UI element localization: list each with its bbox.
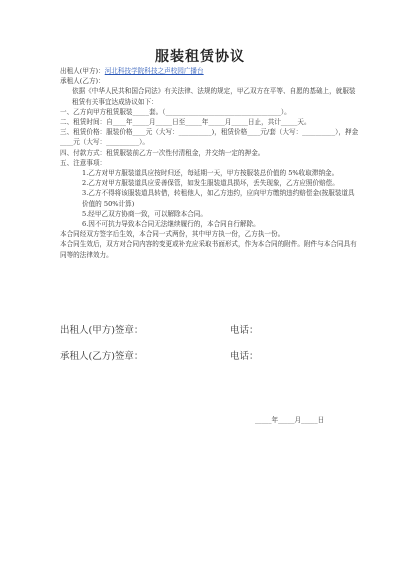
signing-date: _____年_____月_____日 (255, 416, 325, 424)
lessor-signature-label: 出租人(甲方)签章： (60, 325, 144, 336)
note-4: 5.经甲乙双方协商一致，可以解除本合同。 (82, 209, 207, 218)
lessee-signature-label: 承租人(乙方)签章： (60, 351, 144, 362)
closing-1: 本合同经双方签字后生效，本合同一式两份，其中甲方执一份，乙方执一份。 (60, 230, 285, 239)
lessee-line: 承租人(乙方)： (60, 77, 105, 86)
lessee-signature-row (60, 348, 259, 362)
lessor-phone-label: 电话： (230, 325, 259, 336)
lessor-name: 河北科技学院科技之声校园广播台 (104, 67, 204, 75)
closing-2: 本合同生效后，双方对合同内容的变更或补充应采取书面形式，作为本合同的附件。附件与本合同具有同等的法律效力。 (60, 240, 357, 259)
lessor-signature-row (60, 322, 259, 336)
lessor-line (60, 66, 360, 76)
clause-1: 一、乙方向甲方租赁服装_____套。（___________________________________）。 (60, 107, 291, 116)
note-3: 3.乙方不得将该服装道具转借，转租他人，如乙方违约，应向甲方缴纳违约赔偿金(按服装道具价值的 50%计算) (82, 189, 355, 208)
note-1: 1.乙方对甲方服装道具应按时归还，每延期一天，甲方按服装总价值的 5%收取滞纳金。 (82, 169, 339, 178)
lessee-phone-label: 电话： (230, 351, 259, 362)
clause-5-heading: 五、注意事项： (60, 158, 107, 167)
lessor-label: 出租人(甲方)： (60, 67, 105, 75)
document-body (60, 66, 360, 260)
clause-3: 三、租赁价格：服装价格____元（大写：__________)，租赁价格____元/套（大写：__________），押金____元（大写：__________）。 (60, 128, 359, 147)
document-title: 服装租赁协议 (155, 49, 245, 65)
intro-paragraph: 依据《中华人民共和国合同法》有关法律、法规的规定，甲乙双方在平等、自愿的基础上，就服装租赁有关事宜达成协议如下： (72, 87, 356, 106)
clause-2: 二、租赁时间：自____年_____月_____日至_____年_____月_____日止，共计_____天。 (60, 118, 311, 127)
note-5: 6.因不可抗力导致本合同无法继续履行的，本合同自行解除。 (82, 220, 260, 229)
clause-4: 四、付款方式：租赁服装前乙方一次性付清租金，并交纳一定的押金。 (60, 148, 265, 157)
note-2: 2.乙方对甲方服装道具应妥善保管，如发生服装道具损坏，丢失现象，乙方应照价赔偿。 (82, 179, 339, 188)
